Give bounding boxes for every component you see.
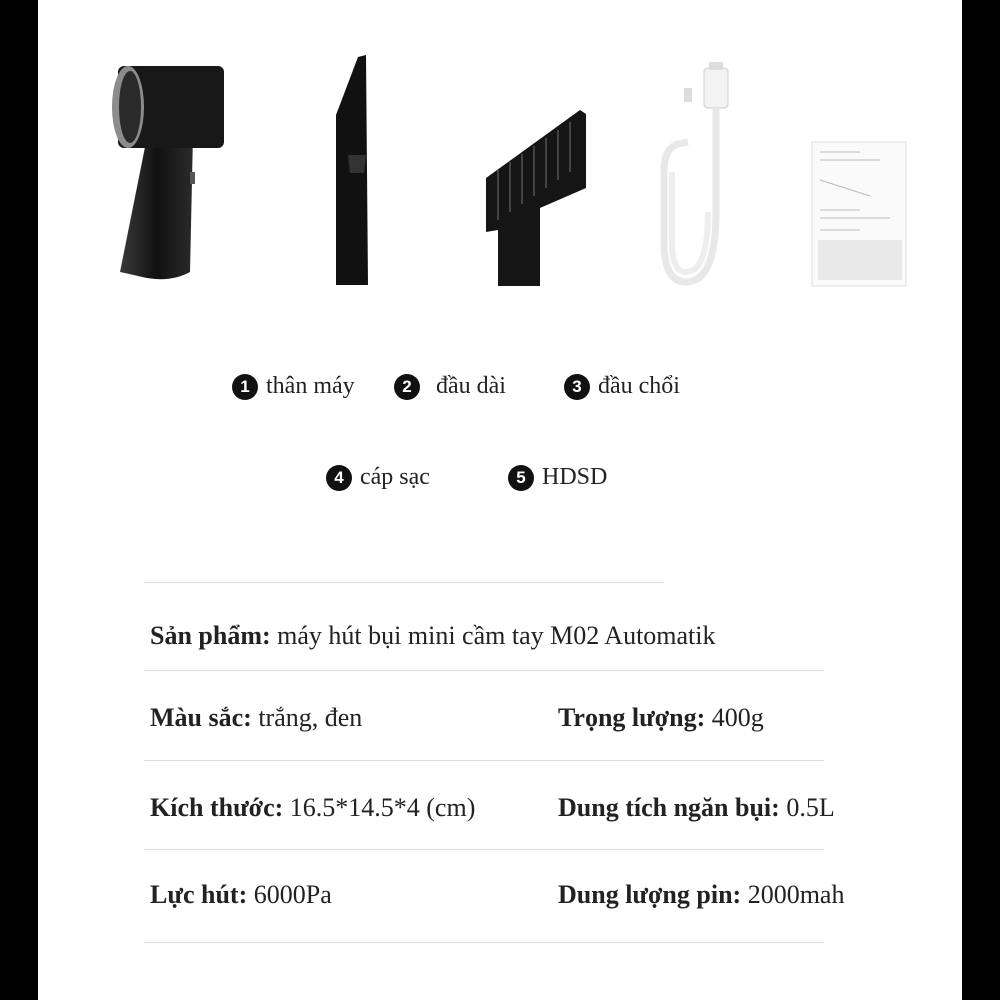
- legend-label: cáp sạc: [360, 464, 430, 490]
- spec-value: trắng, đen: [251, 703, 363, 732]
- spec-label: Dung tích ngăn bụi:: [558, 793, 780, 822]
- spec-label: Màu sắc:: [150, 703, 252, 732]
- spec-battery: [558, 880, 844, 910]
- legend-item-4: [326, 464, 430, 491]
- brush-nozzle-image: [478, 108, 588, 288]
- legend-label: thân máy: [266, 373, 355, 399]
- divider: [144, 670, 824, 671]
- legend-item-2: [394, 373, 506, 400]
- number-badge: 5: [508, 465, 534, 491]
- spec-capacity: [558, 793, 835, 823]
- spec-label: Kích thước:: [150, 793, 284, 822]
- vacuum-body-image: [108, 62, 228, 287]
- crevice-nozzle-image: [328, 55, 378, 290]
- number-badge: 2: [394, 374, 420, 400]
- legend-item-5: [508, 464, 607, 491]
- legend-label: HDSD: [542, 464, 608, 490]
- spec-product: [150, 621, 716, 651]
- spec-color: [150, 703, 362, 733]
- divider: [144, 942, 824, 943]
- product-page: [38, 0, 962, 1000]
- divider: [144, 849, 824, 850]
- legend-label: đầu dài: [436, 373, 506, 399]
- spec-value: máy hút bụi mini cầm tay M02 Automatik: [270, 621, 716, 650]
- legend-item-3: [564, 373, 680, 400]
- spec-label: Trọng lượng:: [558, 703, 706, 732]
- spec-value: 0.5L: [779, 793, 835, 822]
- divider: [144, 760, 824, 761]
- spec-label: Sản phẩm:: [150, 621, 271, 650]
- manual-image: [810, 140, 910, 290]
- divider: [144, 582, 664, 583]
- spec-size: [150, 793, 475, 823]
- number-badge: 3: [564, 374, 590, 400]
- spec-suction: [150, 880, 332, 910]
- number-badge: 1: [232, 374, 258, 400]
- spec-weight: [558, 703, 764, 733]
- number-badge: 4: [326, 465, 352, 491]
- legend-label: đầu chổi: [598, 373, 680, 399]
- usb-cable-image: [658, 62, 738, 292]
- spec-value: 6000Pa: [247, 880, 332, 909]
- spec-label: Dung lượng pin:: [558, 880, 742, 909]
- legend-item-1: [232, 373, 355, 400]
- spec-value: 16.5*14.5*4 (cm): [283, 793, 476, 822]
- spec-label: Lực hút:: [150, 880, 248, 909]
- spec-value: 2000mah: [741, 880, 845, 909]
- spec-value: 400g: [705, 703, 764, 732]
